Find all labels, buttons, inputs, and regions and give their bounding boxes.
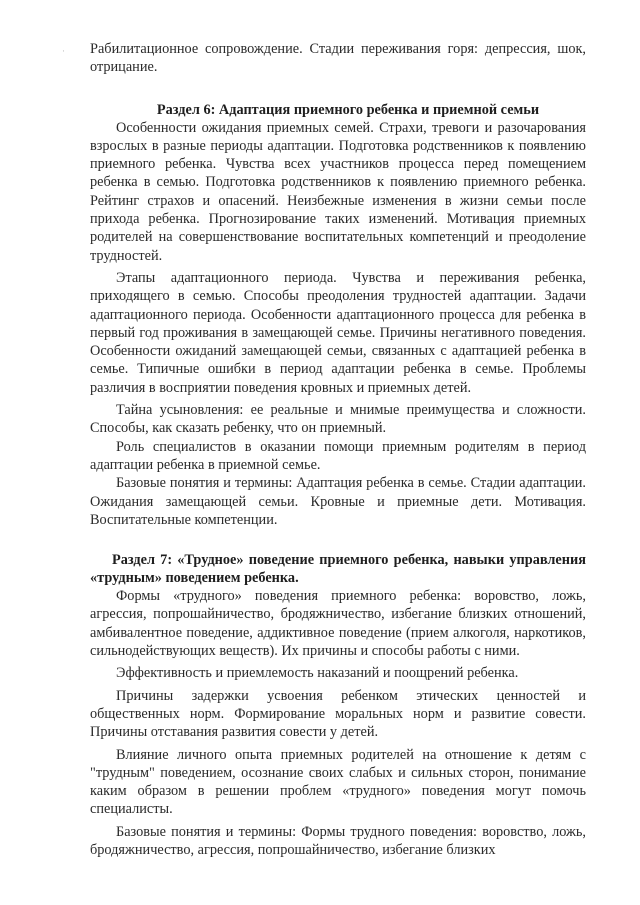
section-6-paragraph: Этапы адаптационного периода. Чувства и переживания ребенка, приходящего в семью. Способы преодоления трудностей адаптации. Задачи адаптационного периода. Особенности адаптационного процесса для ребенка в первый год проживания в замещающей семье. Причины негативного поведения. Особенности ожиданий замещающей семьи, связанных с адаптацией ребенка в семье. Типичные ошибки в период адаптации ребенка в семье. Проблемы различия в восприятии поведения кровных и приемных детей. [90, 269, 586, 396]
section-7-paragraph: Формы «трудного» поведения приемного ребенка: воровство, ложь, агрессия, попрошайничество, бродяжничество, избегание близких отношений, амбивалентное поведение, аддиктивное поведение (прием алкоголя, наркотиков, сильнодействующих веществ). Их причины и способы работы с ними. [90, 588, 586, 660]
section-6-paragraph: Роль специалистов в оказании помощи приемным родителям в период адаптации ребенка в приемной семье. [90, 438, 586, 473]
section-7-paragraph: Эффективность и приемлемость наказаний и поощрений ребенка. [116, 665, 519, 682]
section-7-title: Раздел 7: «Трудное» поведение приемного ребенка, навыки управления «трудным» поведением ребенка. [90, 552, 586, 587]
intro-paragraph: Рабилитационное сопровождение. Стадии переживания горя: депрессия, шок, отрицание. [90, 41, 586, 76]
section-6-title: Раздел 6: Адаптация приемного ребенка и приемной семьи [156, 101, 540, 118]
scan-speck: · [62, 46, 65, 56]
section-7-paragraph: Базовые понятия и термины: Формы трудного поведения: воровство, ложь, бродяжничество, агрессия, попрошайничество, избегание близких [90, 823, 586, 858]
section-6-paragraph: Тайна усыновления: ее реальные и мнимые преимущества и сложности. Способы, как сказать ребенку, что он приемный. [90, 402, 586, 437]
section-7-paragraph: Причины задержки усвоения ребенком этических ценностей и общественных норм. Формирование моральных норм и развитие совести. Причины отставания развития совести у детей. [90, 687, 586, 741]
section-7-paragraph: Влияние личного опыта приемных родителей на отношение к детям с "трудным" поведением, осознание своих слабых и сильных сторон, понимание каким образом в решении проблем «трудного» поведения могут помочь специалисты. [90, 746, 586, 818]
section-6-paragraph: Базовые понятия и термины: Адаптация ребенка в семье. Стадии адаптации. Ожидания замещающей семьи. Кровные и приемные дети. Мотивация. Воспитательные компетенции. [90, 475, 586, 528]
section-6-paragraph: Особенности ожидания приемных семей. Страхи, тревоги и разочарования взрослых в разные периоды адаптации. Подготовка родственников к появлению приемного ребенка. Чувства всех участников процесса перед помещением ребенка в семью. Подготовка родственников к появлению приемного ребенка. Рейтинг страхов и опасений. Неизбежные изменения в жизни семьи после прихода ребенка. Прогнозирование таких изменений. Мотивация приемных родителей на совершенствование воспитательных компетенций и преодоление трудностей. [90, 119, 586, 264]
